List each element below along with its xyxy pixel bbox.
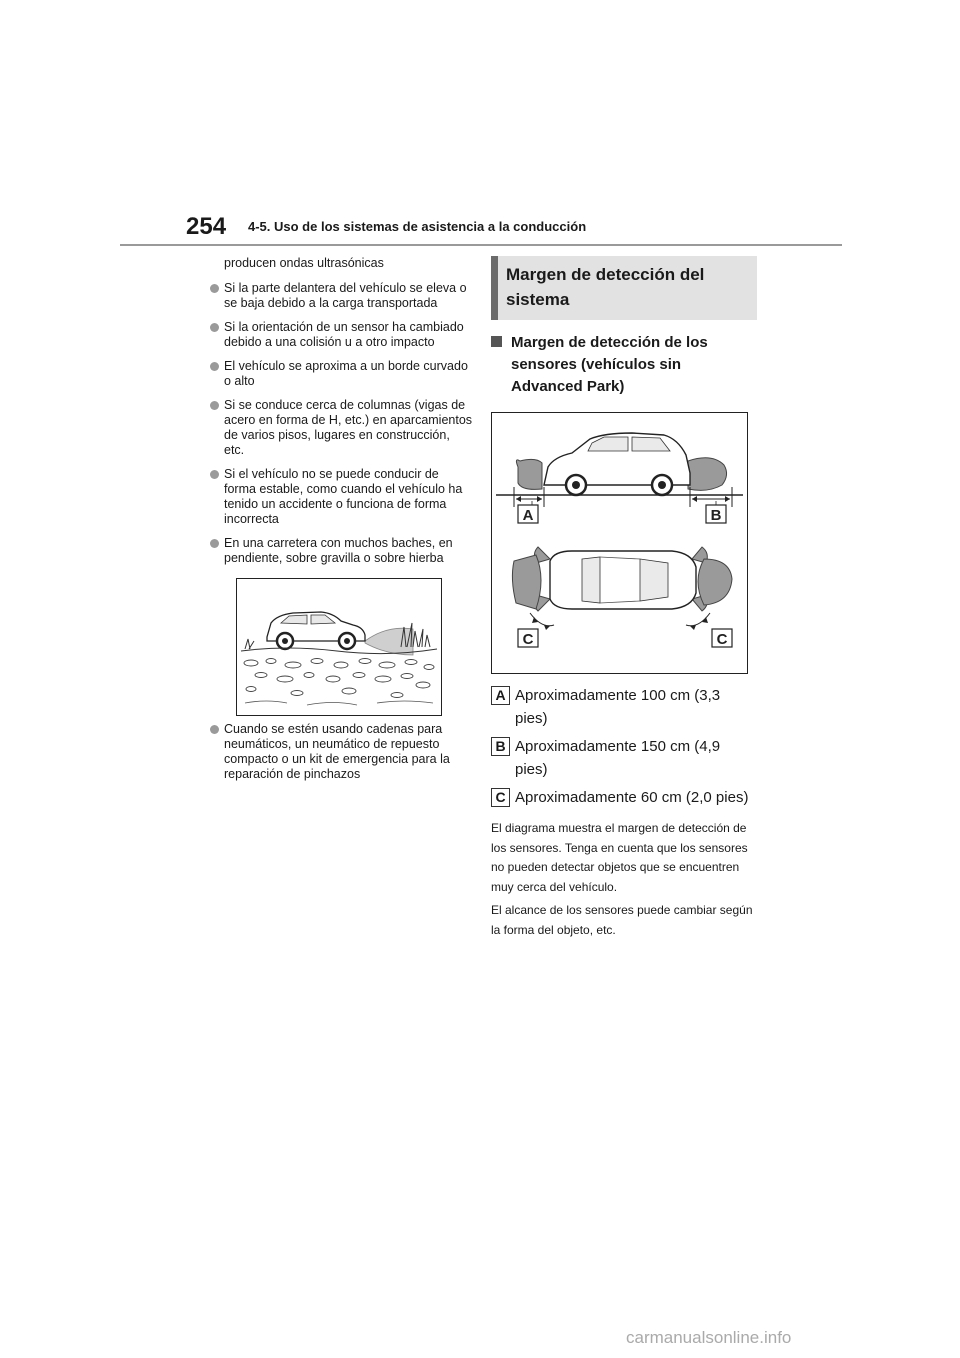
page-number: 254: [186, 213, 227, 240]
legend-item: [491, 684, 753, 730]
section-title: Margen de detección del sistema: [491, 256, 757, 320]
header-divider: [120, 244, 842, 246]
diagram-label-c-right: C: [716, 631, 728, 648]
legend-text: Aproximadamente 100 cm (3,3 pies): [515, 687, 721, 727]
bullet-item: Si el vehículo no se puede conducir de forma estable, como cuando el vehículo ha tenido un accidente o funciona de forma incorrecta: [208, 467, 473, 527]
bullet-item: Si la orientación de un sensor ha cambiado debido a una colisión u a otro impacto: [208, 320, 473, 350]
diagram-label-c-left: C: [522, 631, 534, 648]
legend-item: [491, 735, 753, 781]
left-column: [208, 256, 473, 791]
square-bullet-icon: [491, 336, 502, 347]
range-legend: [491, 684, 753, 809]
legend-text: Aproximadamente 150 cm (4,9 pies): [515, 738, 721, 778]
continued-text: producen ondas ultrasónicas: [224, 256, 384, 270]
body-paragraph: El alcance de los sensores puede cambiar según la forma del objeto, etc.: [491, 903, 753, 937]
subheading: [491, 332, 753, 398]
legend-letter-c: C: [491, 788, 510, 807]
rough-road-illustration: [236, 578, 442, 716]
legend-item: [491, 786, 753, 809]
bullet-item: El vehículo se aproxima a un borde curvado o alto: [208, 359, 473, 389]
right-column: [491, 256, 753, 940]
bullet-item: En una carretera con muchos baches, en pendiente, sobre gravilla o sobre hierba: [208, 536, 473, 566]
bullet-item: Cuando se estén usando cadenas para neumáticos, un neumático de repuesto compacto o un kit de emergencia para la reparación de pinchazos: [208, 722, 473, 782]
legend-letter-b: B: [491, 737, 510, 756]
bullet-item: Si se conduce cerca de columnas (vigas de acero en forma de H, etc.) en aparcamientos de varios pisos, lugares en construcción, etc.: [208, 398, 473, 458]
legend-text: Aproximadamente 60 cm (2,0 pies): [515, 789, 749, 806]
watermark-text: carmanualsonline.info: [626, 1328, 792, 1347]
diagram-label-a: A: [522, 507, 534, 524]
chapter-title: 4-5. Uso de los sistemas de asistencia a la conducción: [248, 219, 587, 234]
body-paragraph: El diagrama muestra el margen de detección de los sensores. Tenga en cuenta que los sensores no pueden detectar objetos que se encuentren muy cerca del vehículo.: [491, 821, 748, 894]
diagram-label-b: B: [710, 507, 722, 524]
sensor-range-drawing: [492, 413, 747, 673]
car-on-rough-road-drawing: [237, 579, 441, 715]
sensor-range-diagram: [491, 412, 748, 674]
subheading-text: Margen de detección de los sensores (vehículos sin Advanced Park): [511, 334, 708, 395]
legend-letter-a: A: [491, 686, 510, 705]
bullet-item: Si la parte delantera del vehículo se eleva o se baja debido a la carga transportada: [208, 281, 473, 311]
